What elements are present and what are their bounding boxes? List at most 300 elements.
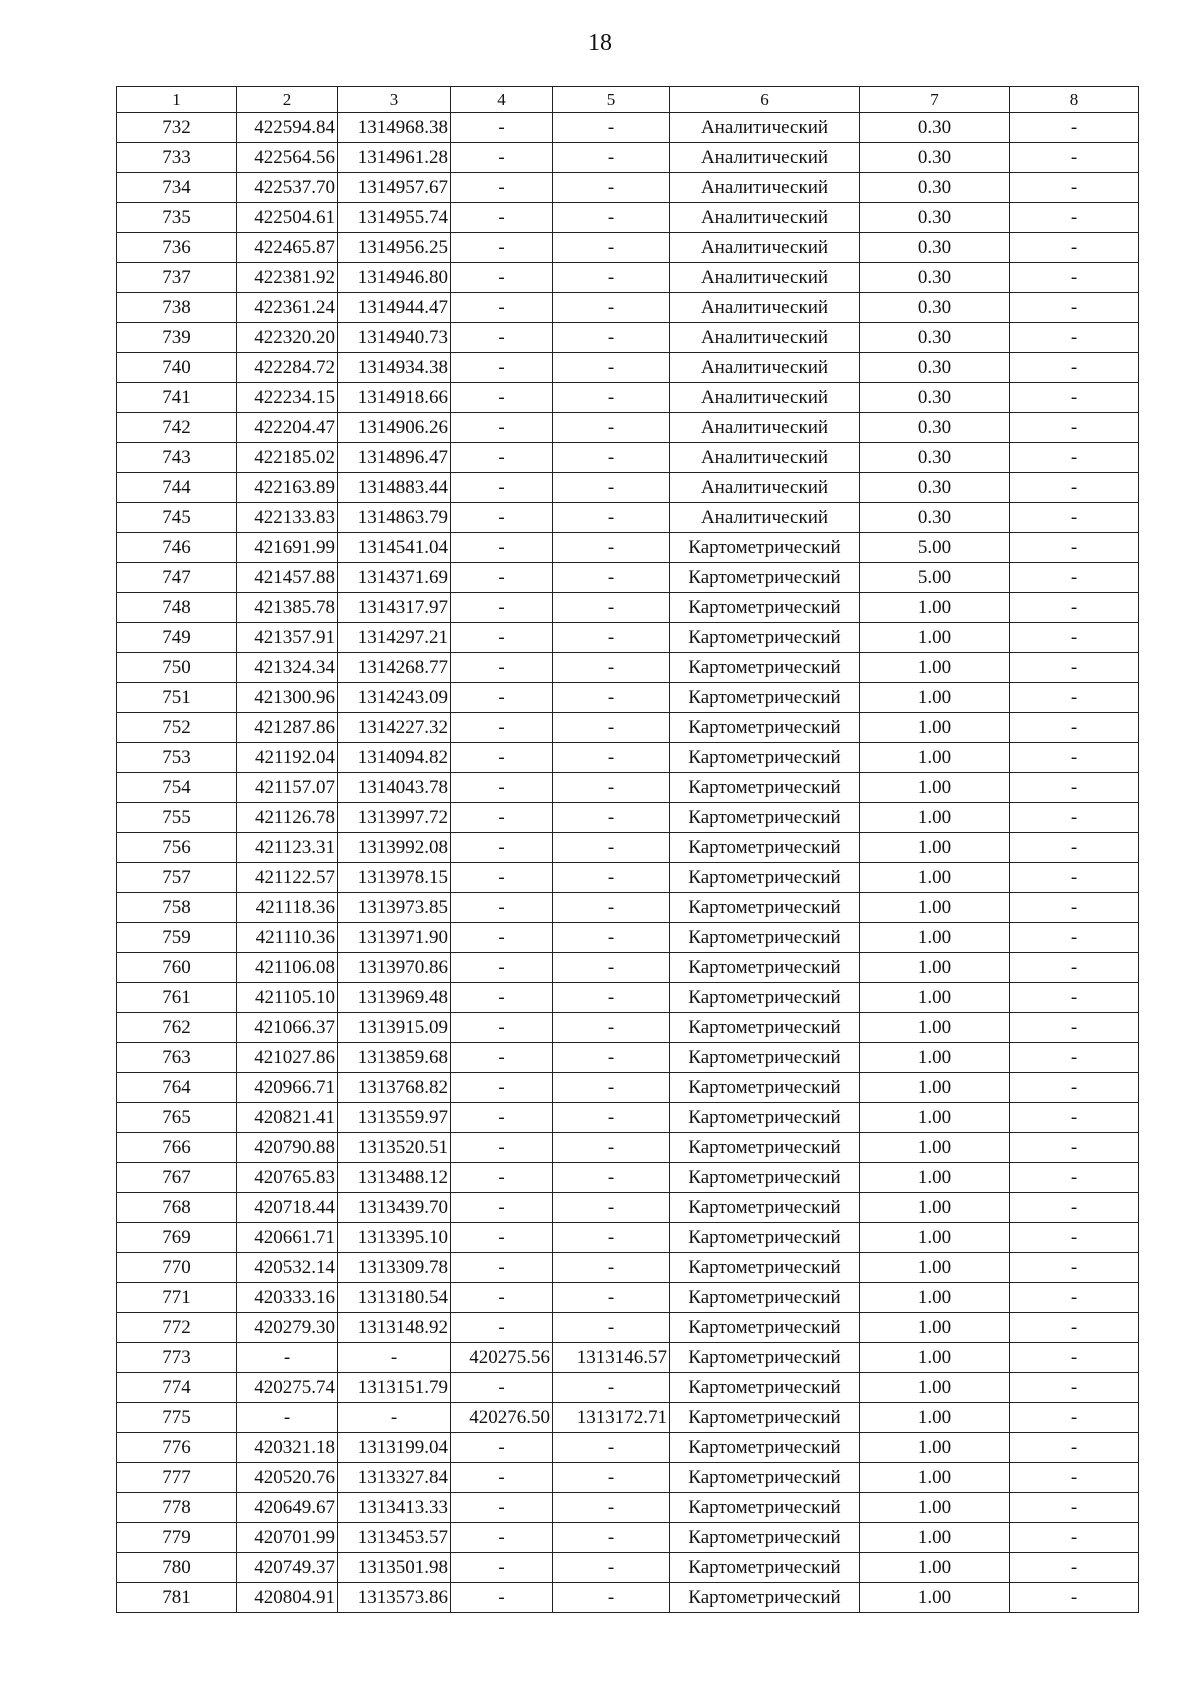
accuracy-cell: 1.00 bbox=[860, 683, 1010, 713]
x-coordinate-alt-cell: - bbox=[451, 653, 553, 683]
y-coordinate-alt-cell: - bbox=[553, 533, 670, 563]
method-cell: Картометрический bbox=[670, 563, 860, 593]
x-coordinate-alt-cell: - bbox=[451, 1283, 553, 1313]
table-row bbox=[117, 323, 1139, 353]
point-number-cell: 769 bbox=[117, 1223, 237, 1253]
accuracy-cell: 1.00 bbox=[860, 893, 1010, 923]
table-row bbox=[117, 743, 1139, 773]
method-cell: Аналитический bbox=[670, 203, 860, 233]
page-number: 18 bbox=[588, 30, 612, 56]
y-coordinate-cell: 1314918.66 bbox=[338, 383, 451, 413]
point-number-cell: 752 bbox=[117, 713, 237, 743]
x-coordinate-alt-cell: - bbox=[451, 1493, 553, 1523]
x-coordinate-alt-cell: - bbox=[451, 113, 553, 143]
x-coordinate-alt-cell: - bbox=[451, 1523, 553, 1553]
y-coordinate-alt-cell: - bbox=[553, 293, 670, 323]
y-coordinate-cell: 1313915.09 bbox=[338, 1013, 451, 1043]
note-cell: - bbox=[1010, 1373, 1139, 1403]
point-number-cell: 745 bbox=[117, 503, 237, 533]
accuracy-cell: 1.00 bbox=[860, 1043, 1010, 1073]
column-header-6: 6 bbox=[670, 87, 860, 113]
x-coordinate-cell: 421385.78 bbox=[237, 593, 338, 623]
note-cell: - bbox=[1010, 1523, 1139, 1553]
accuracy-cell: 0.30 bbox=[860, 143, 1010, 173]
x-coordinate-alt-cell: - bbox=[451, 833, 553, 863]
point-number-cell: 741 bbox=[117, 383, 237, 413]
table-row bbox=[117, 803, 1139, 833]
point-number-cell: 757 bbox=[117, 863, 237, 893]
table-row bbox=[117, 1163, 1139, 1193]
table-row bbox=[117, 653, 1139, 683]
method-cell: Картометрический bbox=[670, 1223, 860, 1253]
point-number-cell: 751 bbox=[117, 683, 237, 713]
y-coordinate-alt-cell: - bbox=[553, 983, 670, 1013]
y-coordinate-alt-cell: - bbox=[553, 953, 670, 983]
x-coordinate-cell: 420333.16 bbox=[237, 1283, 338, 1313]
table-row bbox=[117, 1013, 1139, 1043]
y-coordinate-cell: 1313199.04 bbox=[338, 1433, 451, 1463]
point-number-cell: 777 bbox=[117, 1463, 237, 1493]
column-header-2: 2 bbox=[237, 87, 338, 113]
y-coordinate-cell: 1313151.79 bbox=[338, 1373, 451, 1403]
accuracy-cell: 1.00 bbox=[860, 1313, 1010, 1343]
table-row bbox=[117, 1253, 1139, 1283]
x-coordinate-cell: 421691.99 bbox=[237, 533, 338, 563]
x-coordinate-cell: 421105.10 bbox=[237, 983, 338, 1013]
table-row bbox=[117, 1343, 1139, 1373]
accuracy-cell: 1.00 bbox=[860, 1373, 1010, 1403]
point-number-cell: 736 bbox=[117, 233, 237, 263]
note-cell: - bbox=[1010, 593, 1139, 623]
point-number-cell: 734 bbox=[117, 173, 237, 203]
y-coordinate-alt-cell: - bbox=[553, 923, 670, 953]
point-number-cell: 753 bbox=[117, 743, 237, 773]
y-coordinate-cell: 1313148.92 bbox=[338, 1313, 451, 1343]
y-coordinate-alt-cell: - bbox=[553, 1283, 670, 1313]
table-row bbox=[117, 413, 1139, 443]
x-coordinate-alt-cell: - bbox=[451, 683, 553, 713]
accuracy-cell: 0.30 bbox=[860, 203, 1010, 233]
method-cell: Картометрический bbox=[670, 953, 860, 983]
method-cell: Картометрический bbox=[670, 1073, 860, 1103]
y-coordinate-alt-cell: - bbox=[553, 1523, 670, 1553]
x-coordinate-cell: 420279.30 bbox=[237, 1313, 338, 1343]
column-header-7: 7 bbox=[860, 87, 1010, 113]
method-cell: Картометрический bbox=[670, 1013, 860, 1043]
column-header-3: 3 bbox=[338, 87, 451, 113]
table-row bbox=[117, 473, 1139, 503]
y-coordinate-alt-cell: - bbox=[553, 1133, 670, 1163]
x-coordinate-alt-cell: - bbox=[451, 383, 553, 413]
x-coordinate-alt-cell: - bbox=[451, 893, 553, 923]
table-row bbox=[117, 833, 1139, 863]
x-coordinate-alt-cell: - bbox=[451, 773, 553, 803]
accuracy-cell: 0.30 bbox=[860, 473, 1010, 503]
note-cell: - bbox=[1010, 293, 1139, 323]
accuracy-cell: 1.00 bbox=[860, 863, 1010, 893]
note-cell: - bbox=[1010, 803, 1139, 833]
method-cell: Картометрический bbox=[670, 983, 860, 1013]
x-coordinate-cell: 420749.37 bbox=[237, 1553, 338, 1583]
point-number-cell: 767 bbox=[117, 1163, 237, 1193]
point-number-cell: 750 bbox=[117, 653, 237, 683]
accuracy-cell: 0.30 bbox=[860, 173, 1010, 203]
x-coordinate-alt-cell: - bbox=[451, 1223, 553, 1253]
table-row bbox=[117, 923, 1139, 953]
x-coordinate-alt-cell: - bbox=[451, 533, 553, 563]
method-cell: Картометрический bbox=[670, 1463, 860, 1493]
y-coordinate-cell: 1313327.84 bbox=[338, 1463, 451, 1493]
x-coordinate-cell: 422185.02 bbox=[237, 443, 338, 473]
x-coordinate-cell: 422163.89 bbox=[237, 473, 338, 503]
note-cell: - bbox=[1010, 173, 1139, 203]
x-coordinate-cell: 421110.36 bbox=[237, 923, 338, 953]
accuracy-cell: 0.30 bbox=[860, 323, 1010, 353]
x-coordinate-cell: 420275.74 bbox=[237, 1373, 338, 1403]
x-coordinate-alt-cell: - bbox=[451, 143, 553, 173]
method-cell: Картометрический bbox=[670, 713, 860, 743]
x-coordinate-alt-cell: - bbox=[451, 623, 553, 653]
method-cell: Картометрический bbox=[670, 1043, 860, 1073]
x-coordinate-alt-cell: - bbox=[451, 203, 553, 233]
y-coordinate-cell: 1314934.38 bbox=[338, 353, 451, 383]
table-row bbox=[117, 773, 1139, 803]
y-coordinate-cell: 1314944.47 bbox=[338, 293, 451, 323]
column-header-8: 8 bbox=[1010, 87, 1139, 113]
point-number-cell: 759 bbox=[117, 923, 237, 953]
x-coordinate-cell: 421066.37 bbox=[237, 1013, 338, 1043]
note-cell: - bbox=[1010, 1193, 1139, 1223]
accuracy-cell: 1.00 bbox=[860, 803, 1010, 833]
y-coordinate-alt-cell: - bbox=[553, 1043, 670, 1073]
x-coordinate-cell: 420532.14 bbox=[237, 1253, 338, 1283]
x-coordinate-alt-cell: - bbox=[451, 1583, 553, 1613]
point-number-cell: 748 bbox=[117, 593, 237, 623]
note-cell: - bbox=[1010, 1013, 1139, 1043]
x-coordinate-alt-cell: - bbox=[451, 743, 553, 773]
x-coordinate-cell: 420765.83 bbox=[237, 1163, 338, 1193]
point-number-cell: 762 bbox=[117, 1013, 237, 1043]
y-coordinate-cell: 1314883.44 bbox=[338, 473, 451, 503]
x-coordinate-alt-cell: - bbox=[451, 1103, 553, 1133]
note-cell: - bbox=[1010, 983, 1139, 1013]
y-coordinate-alt-cell: - bbox=[553, 683, 670, 713]
accuracy-cell: 0.30 bbox=[860, 293, 1010, 323]
method-cell: Картометрический bbox=[670, 623, 860, 653]
method-cell: Картометрический bbox=[670, 833, 860, 863]
point-number-cell: 756 bbox=[117, 833, 237, 863]
note-cell: - bbox=[1010, 113, 1139, 143]
y-coordinate-cell: 1313413.33 bbox=[338, 1493, 451, 1523]
point-number-cell: 754 bbox=[117, 773, 237, 803]
accuracy-cell: 1.00 bbox=[860, 953, 1010, 983]
y-coordinate-cell: 1313859.68 bbox=[338, 1043, 451, 1073]
x-coordinate-cell: 421192.04 bbox=[237, 743, 338, 773]
y-coordinate-cell: 1313309.78 bbox=[338, 1253, 451, 1283]
point-number-cell: 780 bbox=[117, 1553, 237, 1583]
y-coordinate-cell: 1313970.86 bbox=[338, 953, 451, 983]
method-cell: Картометрический bbox=[670, 773, 860, 803]
note-cell: - bbox=[1010, 473, 1139, 503]
x-coordinate-cell: 422234.15 bbox=[237, 383, 338, 413]
y-coordinate-cell: 1313439.70 bbox=[338, 1193, 451, 1223]
method-cell: Картометрический bbox=[670, 1103, 860, 1133]
x-coordinate-alt-cell: - bbox=[451, 413, 553, 443]
note-cell: - bbox=[1010, 353, 1139, 383]
x-coordinate-alt-cell: - bbox=[451, 983, 553, 1013]
y-coordinate-cell: 1313453.57 bbox=[338, 1523, 451, 1553]
x-coordinate-cell: 422594.84 bbox=[237, 113, 338, 143]
note-cell: - bbox=[1010, 1553, 1139, 1583]
x-coordinate-cell: 420718.44 bbox=[237, 1193, 338, 1223]
accuracy-cell: 0.30 bbox=[860, 353, 1010, 383]
table-row bbox=[117, 983, 1139, 1013]
x-coordinate-alt-cell: - bbox=[451, 1073, 553, 1103]
table-header-row bbox=[117, 87, 1139, 113]
method-cell: Картометрический bbox=[670, 1343, 860, 1373]
x-coordinate-cell: 421118.36 bbox=[237, 893, 338, 923]
accuracy-cell: 1.00 bbox=[860, 1163, 1010, 1193]
table-row bbox=[117, 293, 1139, 323]
note-cell: - bbox=[1010, 563, 1139, 593]
note-cell: - bbox=[1010, 1073, 1139, 1103]
y-coordinate-alt-cell: - bbox=[553, 1223, 670, 1253]
x-coordinate-alt-cell: 420275.56 bbox=[451, 1343, 553, 1373]
x-coordinate-cell: 421357.91 bbox=[237, 623, 338, 653]
note-cell: - bbox=[1010, 1433, 1139, 1463]
y-coordinate-cell: 1313992.08 bbox=[338, 833, 451, 863]
x-coordinate-cell: 422361.24 bbox=[237, 293, 338, 323]
accuracy-cell: 1.00 bbox=[860, 1463, 1010, 1493]
point-number-cell: 737 bbox=[117, 263, 237, 293]
accuracy-cell: 1.00 bbox=[860, 1223, 1010, 1253]
point-number-cell: 740 bbox=[117, 353, 237, 383]
x-coordinate-alt-cell: - bbox=[451, 1013, 553, 1043]
y-coordinate-alt-cell: - bbox=[553, 623, 670, 653]
y-coordinate-alt-cell: - bbox=[553, 1193, 670, 1223]
method-cell: Картометрический bbox=[670, 1523, 860, 1553]
table-row bbox=[117, 863, 1139, 893]
method-cell: Картометрический bbox=[670, 1433, 860, 1463]
point-number-cell: 778 bbox=[117, 1493, 237, 1523]
x-coordinate-cell: 422465.87 bbox=[237, 233, 338, 263]
note-cell: - bbox=[1010, 383, 1139, 413]
y-coordinate-cell: 1314317.97 bbox=[338, 593, 451, 623]
x-coordinate-alt-cell: - bbox=[451, 443, 553, 473]
y-coordinate-alt-cell: - bbox=[553, 323, 670, 353]
accuracy-cell: 5.00 bbox=[860, 533, 1010, 563]
y-coordinate-cell: 1313501.98 bbox=[338, 1553, 451, 1583]
note-cell: - bbox=[1010, 233, 1139, 263]
point-number-cell: 775 bbox=[117, 1403, 237, 1433]
table-row bbox=[117, 1493, 1139, 1523]
point-number-cell: 765 bbox=[117, 1103, 237, 1133]
table-row bbox=[117, 173, 1139, 203]
y-coordinate-alt-cell: - bbox=[553, 1103, 670, 1133]
y-coordinate-alt-cell: - bbox=[553, 1373, 670, 1403]
point-number-cell: 774 bbox=[117, 1373, 237, 1403]
accuracy-cell: 5.00 bbox=[860, 563, 1010, 593]
accuracy-cell: 0.30 bbox=[860, 413, 1010, 443]
table-row bbox=[117, 1433, 1139, 1463]
y-coordinate-cell: 1313978.15 bbox=[338, 863, 451, 893]
point-number-cell: 779 bbox=[117, 1523, 237, 1553]
table-row bbox=[117, 1583, 1139, 1613]
coordinates-table bbox=[116, 86, 1139, 1613]
table-row bbox=[117, 1463, 1139, 1493]
table-row bbox=[117, 203, 1139, 233]
table-row bbox=[117, 563, 1139, 593]
note-cell: - bbox=[1010, 743, 1139, 773]
y-coordinate-alt-cell: - bbox=[553, 653, 670, 683]
table-row bbox=[117, 263, 1139, 293]
y-coordinate-alt-cell: - bbox=[553, 233, 670, 263]
method-cell: Картометрический bbox=[670, 1163, 860, 1193]
y-coordinate-cell: 1314955.74 bbox=[338, 203, 451, 233]
method-cell: Картометрический bbox=[670, 533, 860, 563]
x-coordinate-cell: 421287.86 bbox=[237, 713, 338, 743]
accuracy-cell: 1.00 bbox=[860, 1133, 1010, 1163]
y-coordinate-alt-cell: 1313172.71 bbox=[553, 1403, 670, 1433]
accuracy-cell: 1.00 bbox=[860, 1403, 1010, 1433]
note-cell: - bbox=[1010, 1313, 1139, 1343]
y-coordinate-cell: 1313768.82 bbox=[338, 1073, 451, 1103]
note-cell: - bbox=[1010, 953, 1139, 983]
y-coordinate-alt-cell: - bbox=[553, 383, 670, 413]
column-header-5: 5 bbox=[553, 87, 670, 113]
x-coordinate-alt-cell: - bbox=[451, 803, 553, 833]
accuracy-cell: 1.00 bbox=[860, 983, 1010, 1013]
note-cell: - bbox=[1010, 143, 1139, 173]
x-coordinate-alt-cell: - bbox=[451, 1193, 553, 1223]
x-coordinate-cell: 420321.18 bbox=[237, 1433, 338, 1463]
note-cell: - bbox=[1010, 1583, 1139, 1613]
note-cell: - bbox=[1010, 1253, 1139, 1283]
y-coordinate-cell: 1314541.04 bbox=[338, 533, 451, 563]
y-coordinate-cell: 1314968.38 bbox=[338, 113, 451, 143]
accuracy-cell: 1.00 bbox=[860, 1193, 1010, 1223]
y-coordinate-cell: 1314297.21 bbox=[338, 623, 451, 653]
method-cell: Аналитический bbox=[670, 233, 860, 263]
table-row bbox=[117, 1073, 1139, 1103]
note-cell: - bbox=[1010, 443, 1139, 473]
point-number-cell: 733 bbox=[117, 143, 237, 173]
y-coordinate-cell: 1313573.86 bbox=[338, 1583, 451, 1613]
y-coordinate-cell: 1314371.69 bbox=[338, 563, 451, 593]
y-coordinate-cell: 1313969.48 bbox=[338, 983, 451, 1013]
x-coordinate-cell: 420701.99 bbox=[237, 1523, 338, 1553]
y-coordinate-cell: 1314227.32 bbox=[338, 713, 451, 743]
x-coordinate-alt-cell: - bbox=[451, 713, 553, 743]
table-row bbox=[117, 113, 1139, 143]
method-cell: Картометрический bbox=[670, 1313, 860, 1343]
point-number-cell: 770 bbox=[117, 1253, 237, 1283]
table-row bbox=[117, 503, 1139, 533]
column-header-4: 4 bbox=[451, 87, 553, 113]
note-cell: - bbox=[1010, 1223, 1139, 1253]
table-row bbox=[117, 1133, 1139, 1163]
accuracy-cell: 1.00 bbox=[860, 1553, 1010, 1583]
x-coordinate-alt-cell: - bbox=[451, 503, 553, 533]
method-cell: Картометрический bbox=[670, 803, 860, 833]
method-cell: Аналитический bbox=[670, 263, 860, 293]
note-cell: - bbox=[1010, 503, 1139, 533]
y-coordinate-alt-cell: - bbox=[553, 1553, 670, 1583]
y-coordinate-alt-cell: - bbox=[553, 833, 670, 863]
table-row bbox=[117, 1523, 1139, 1553]
x-coordinate-alt-cell: 420276.50 bbox=[451, 1403, 553, 1433]
x-coordinate-cell: 422537.70 bbox=[237, 173, 338, 203]
method-cell: Картометрический bbox=[670, 1193, 860, 1223]
method-cell: Аналитический bbox=[670, 353, 860, 383]
accuracy-cell: 0.30 bbox=[860, 113, 1010, 143]
note-cell: - bbox=[1010, 923, 1139, 953]
column-header-1: 1 bbox=[117, 87, 237, 113]
x-coordinate-alt-cell: - bbox=[451, 1553, 553, 1583]
table-row bbox=[117, 533, 1139, 563]
x-coordinate-alt-cell: - bbox=[451, 353, 553, 383]
point-number-cell: 766 bbox=[117, 1133, 237, 1163]
note-cell: - bbox=[1010, 323, 1139, 353]
method-cell: Картометрический bbox=[670, 683, 860, 713]
accuracy-cell: 0.30 bbox=[860, 503, 1010, 533]
y-coordinate-alt-cell: - bbox=[553, 773, 670, 803]
note-cell: - bbox=[1010, 413, 1139, 443]
method-cell: Аналитический bbox=[670, 473, 860, 503]
x-coordinate-cell: 422284.72 bbox=[237, 353, 338, 383]
method-cell: Картометрический bbox=[670, 593, 860, 623]
point-number-cell: 746 bbox=[117, 533, 237, 563]
point-number-cell: 781 bbox=[117, 1583, 237, 1613]
table-row bbox=[117, 953, 1139, 983]
x-coordinate-cell: 420520.76 bbox=[237, 1463, 338, 1493]
table-row bbox=[117, 623, 1139, 653]
x-coordinate-alt-cell: - bbox=[451, 1313, 553, 1343]
note-cell: - bbox=[1010, 203, 1139, 233]
y-coordinate-alt-cell: - bbox=[553, 713, 670, 743]
y-coordinate-alt-cell: - bbox=[553, 1463, 670, 1493]
table-body bbox=[117, 113, 1139, 1613]
x-coordinate-alt-cell: - bbox=[451, 563, 553, 593]
y-coordinate-cell: 1314268.77 bbox=[338, 653, 451, 683]
note-cell: - bbox=[1010, 833, 1139, 863]
table-row bbox=[117, 713, 1139, 743]
point-number-cell: 771 bbox=[117, 1283, 237, 1313]
accuracy-cell: 1.00 bbox=[860, 743, 1010, 773]
method-cell: Аналитический bbox=[670, 503, 860, 533]
point-number-cell: 749 bbox=[117, 623, 237, 653]
y-coordinate-cell: 1314896.47 bbox=[338, 443, 451, 473]
note-cell: - bbox=[1010, 713, 1139, 743]
y-coordinate-alt-cell: - bbox=[553, 1433, 670, 1463]
y-coordinate-alt-cell: - bbox=[553, 1493, 670, 1523]
note-cell: - bbox=[1010, 683, 1139, 713]
y-coordinate-cell: 1313395.10 bbox=[338, 1223, 451, 1253]
x-coordinate-cell: 420804.91 bbox=[237, 1583, 338, 1613]
y-coordinate-cell: - bbox=[338, 1343, 451, 1373]
y-coordinate-alt-cell: - bbox=[553, 563, 670, 593]
x-coordinate-alt-cell: - bbox=[451, 593, 553, 623]
table-row bbox=[117, 1403, 1139, 1433]
accuracy-cell: 1.00 bbox=[860, 833, 1010, 863]
x-coordinate-alt-cell: - bbox=[451, 923, 553, 953]
point-number-cell: 760 bbox=[117, 953, 237, 983]
table-row bbox=[117, 1193, 1139, 1223]
x-coordinate-alt-cell: - bbox=[451, 953, 553, 983]
accuracy-cell: 1.00 bbox=[860, 1283, 1010, 1313]
point-number-cell: 743 bbox=[117, 443, 237, 473]
accuracy-cell: 1.00 bbox=[860, 653, 1010, 683]
